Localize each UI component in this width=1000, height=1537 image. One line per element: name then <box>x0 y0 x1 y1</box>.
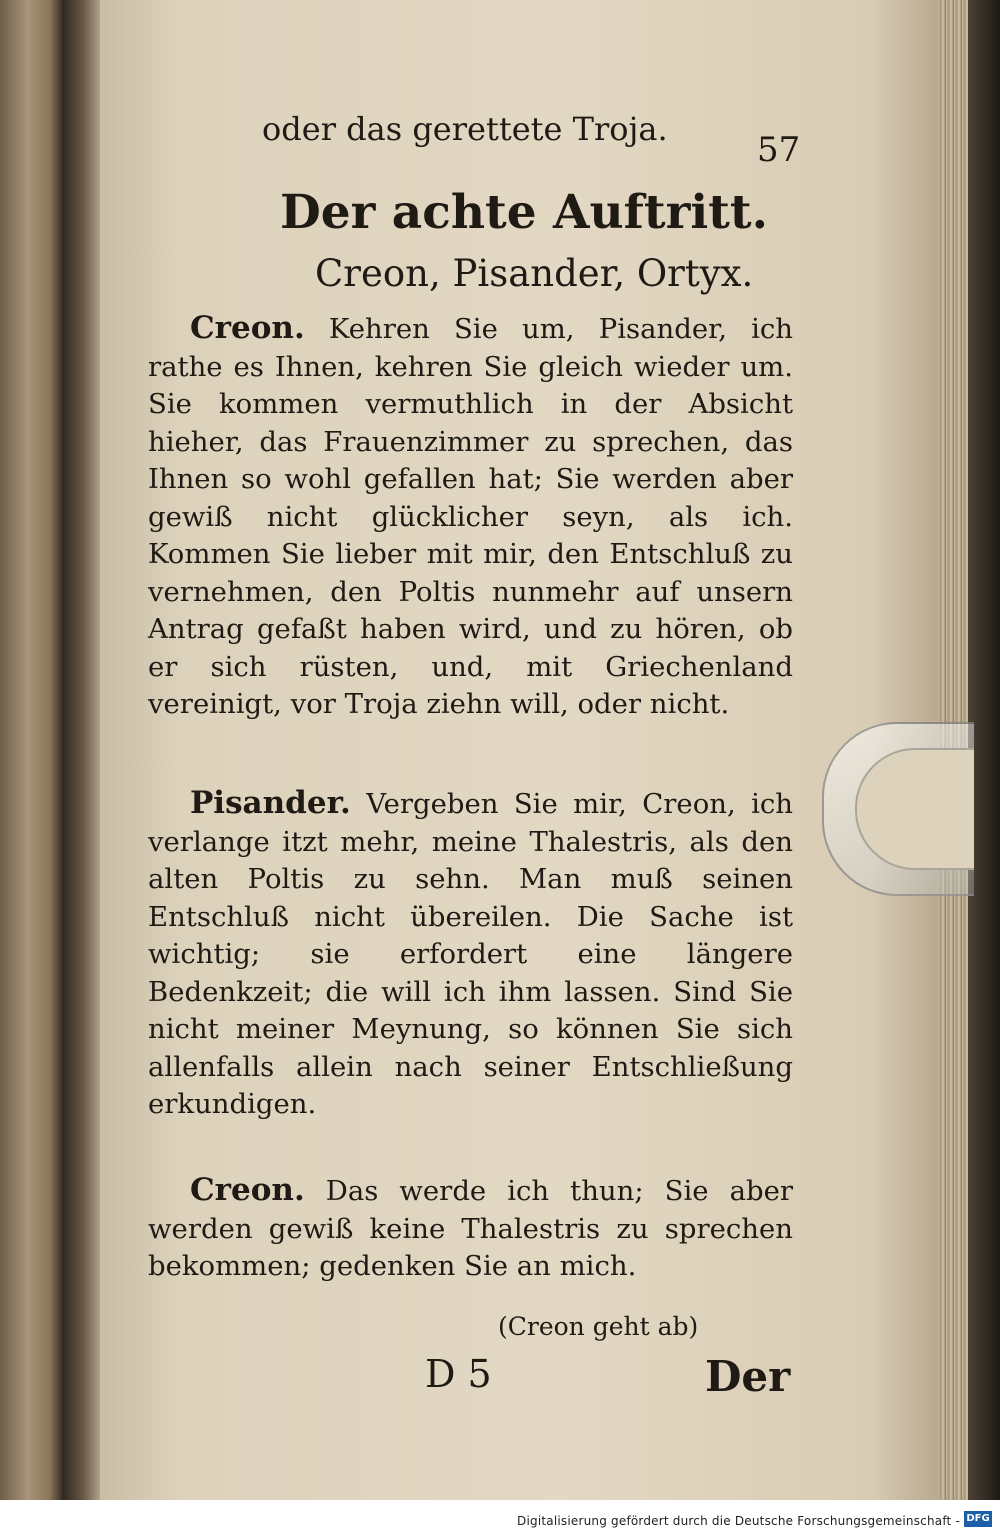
dfg-logo: DFG <box>964 1511 992 1527</box>
page-holder-clip-inner <box>855 748 974 870</box>
speech-text: Das werde ich thun; Sie aber werden gewiß keine Thalestris zu sprechen bekommen; gedenken Sie an mich. <box>148 1175 793 1282</box>
catchword: Der <box>705 1352 791 1401</box>
dialogue-paragraph <box>148 1172 793 1286</box>
dialogue-paragraph <box>148 785 793 1124</box>
character-list: Creon, Pisander, Ortyx. <box>315 252 754 295</box>
speaker-name: Creon. <box>190 310 305 346</box>
scene-title: Der achte Auftritt. <box>280 185 768 240</box>
page-number: 57 <box>757 130 801 170</box>
speaker-name: Creon. <box>190 1172 305 1208</box>
book-gutter <box>62 0 102 1537</box>
dialogue-paragraph <box>148 310 793 724</box>
signature-mark: D 5 <box>425 1352 492 1396</box>
footer-credit: Digitalisierung gefördert durch die Deutsche Forschungsgemeinschaft - <box>517 1514 960 1528</box>
facing-page-edge <box>0 0 62 1537</box>
running-head: oder das gerettete Troja. <box>262 110 668 148</box>
stage-direction: (Creon geht ab) <box>498 1312 699 1341</box>
speaker-name: Pisander. <box>190 785 351 821</box>
speech-text: Kehren Sie um, Pisander, ich rathe es Ihnen, kehren Sie gleich wieder um. Sie kommen vermuthlich in der Absicht hieher, das Frauenzimmer zu sprechen, das Ihnen so wohl gefallen hat; Sie werden aber gewiß nicht glücklicher seyn, als ich. Kommen Sie lieber mit mir, den Entschluß zu vernehmen, den Poltis nunmehr auf unsern Antrag gefaßt haben wird, und zu hören, ob er sich rüsten, und, mit Griechenland vereinigt, vor Troja ziehn will, oder nicht. <box>148 313 794 720</box>
speech-text: Vergeben Sie mir, Creon, ich verlange itzt mehr, meine Thalestris, als den alten Poltis zu sehn. Man muß seinen Entschluß nicht übereilen. Die Sache ist wichtig; sie erfordert eine längere Bedenkzeit; die will ich ihm lassen. Sind Sie nicht meiner Meynung, so können Sie sich allenfalls allein nach seiner Entschließung erkundigen. <box>148 788 793 1120</box>
